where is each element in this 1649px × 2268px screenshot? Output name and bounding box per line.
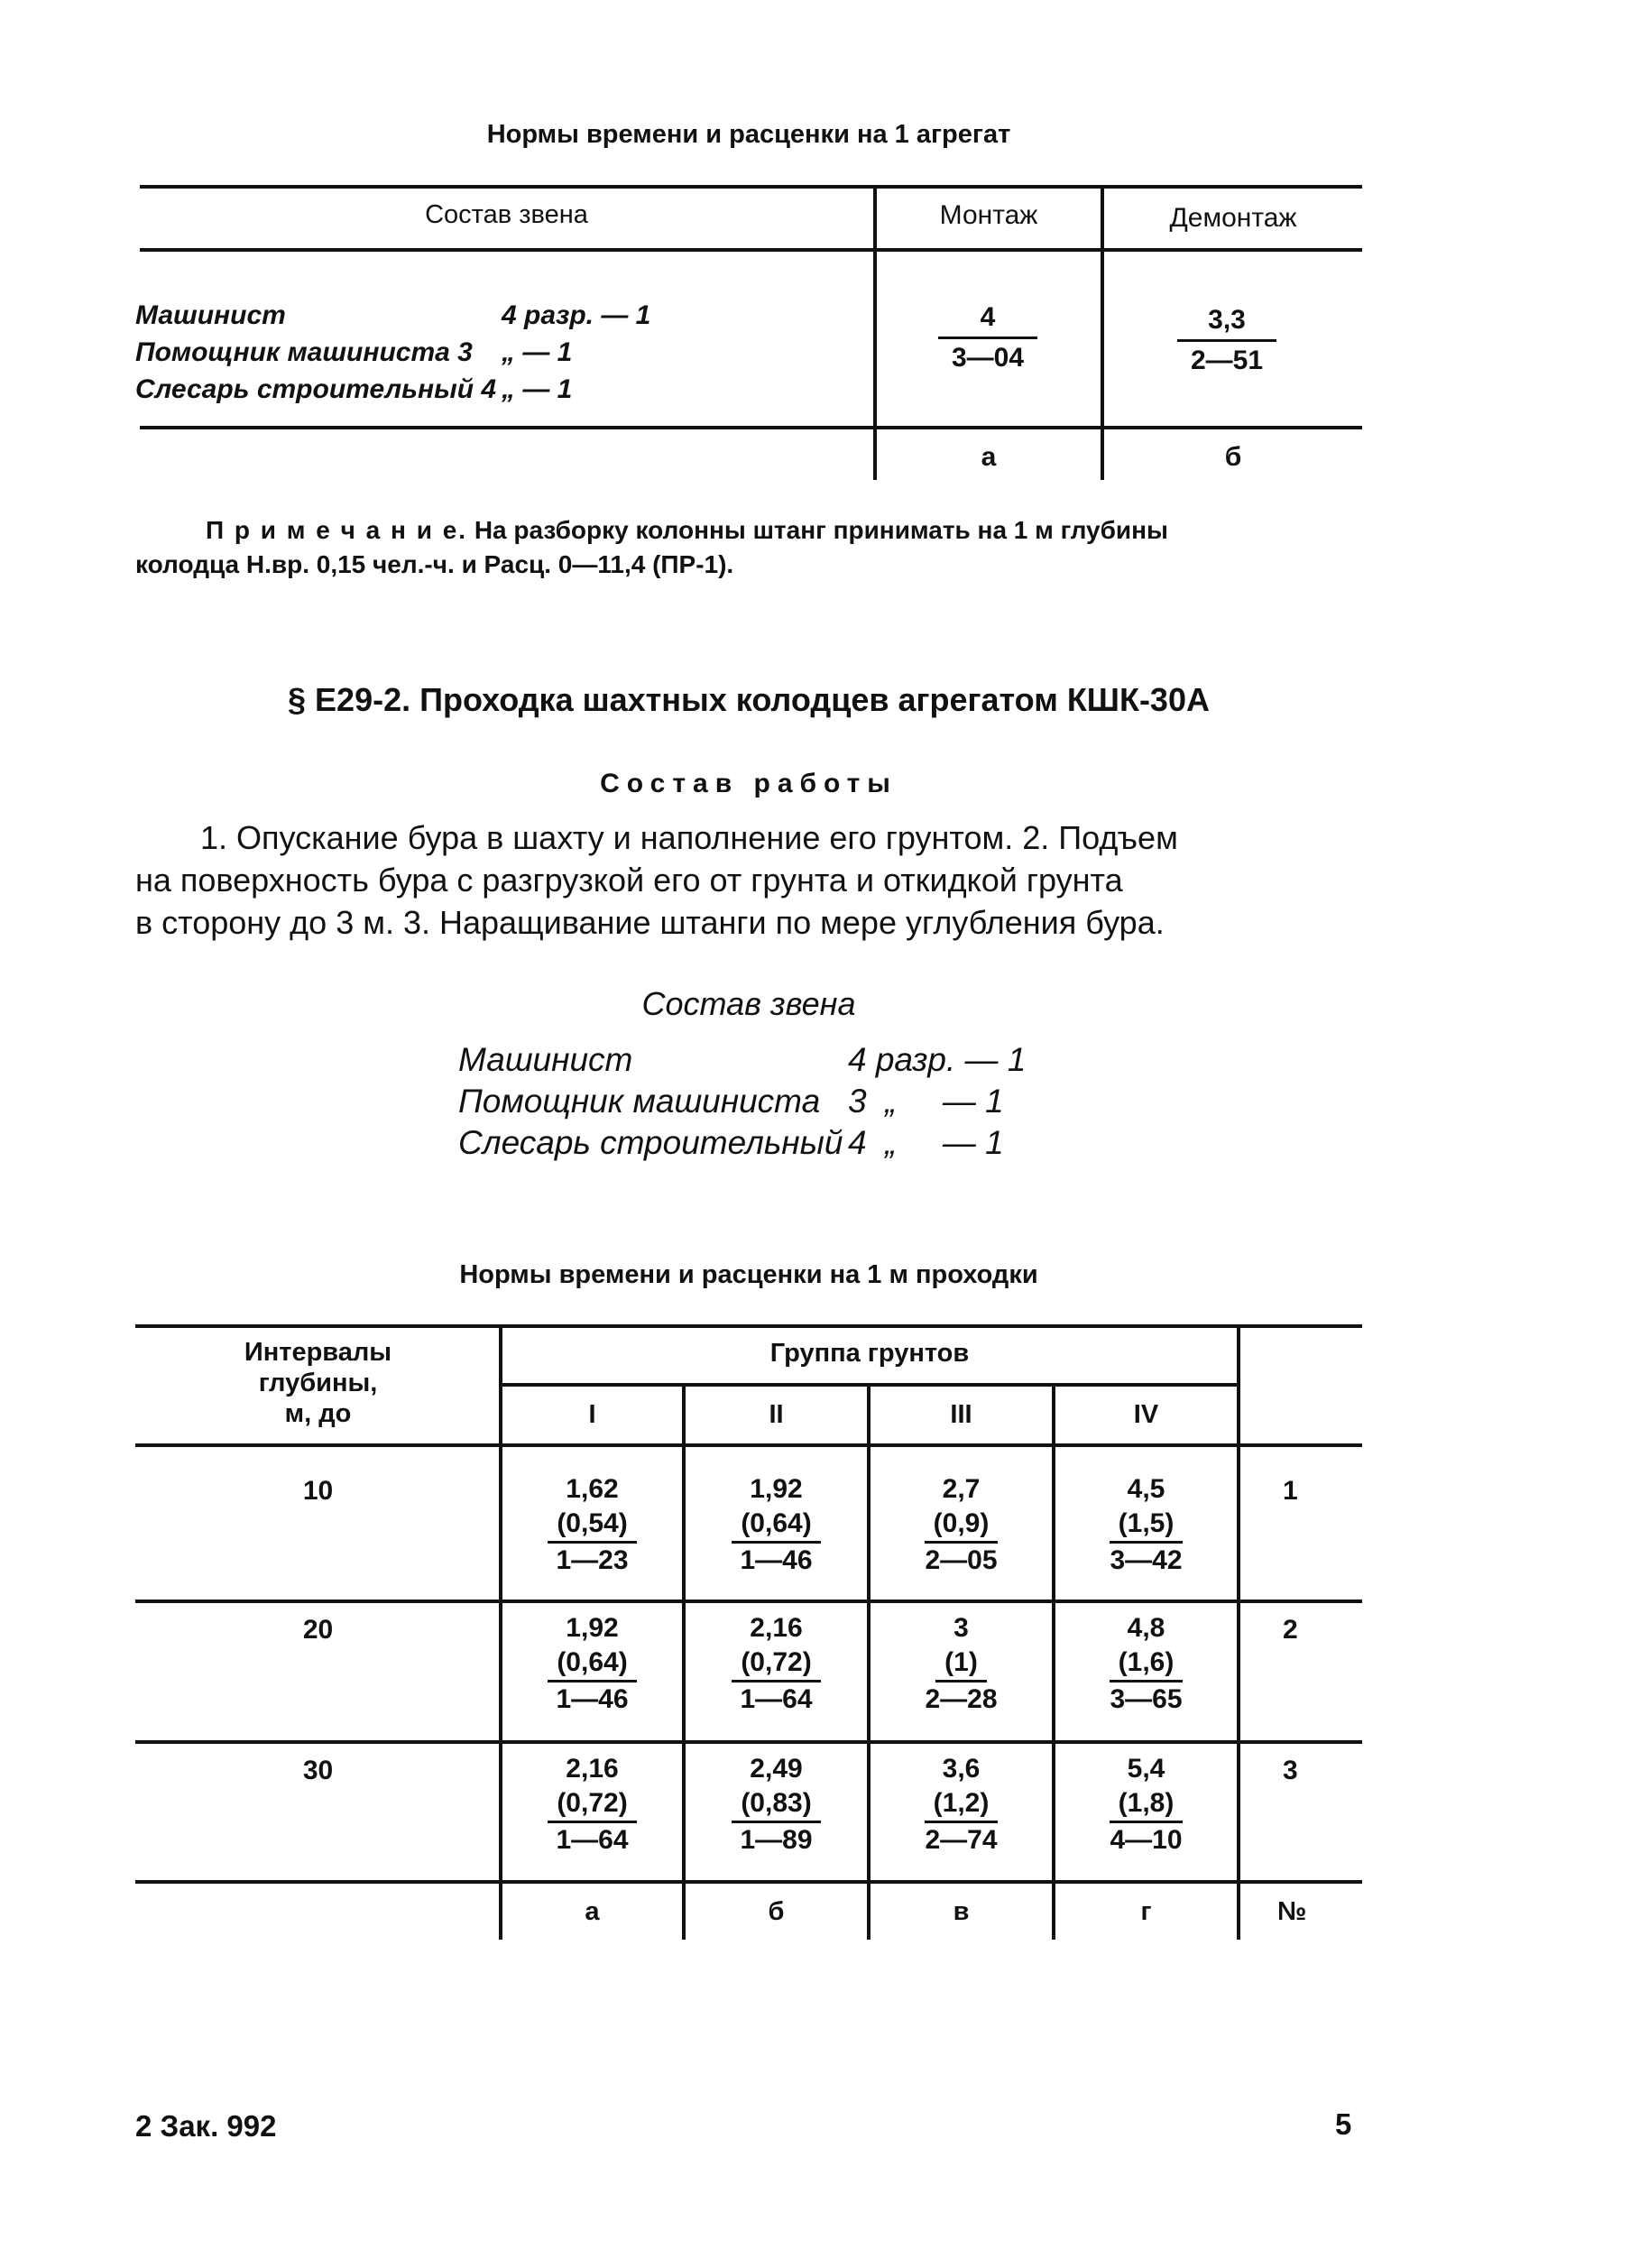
- table2-rate: 2—74: [925, 1825, 998, 1855]
- table2-rate: 4—10: [1110, 1825, 1183, 1855]
- table1-body-rule: [140, 426, 1362, 429]
- table2-cell-3-ii: [686, 1752, 867, 1858]
- crew-heading: Состав звена: [641, 985, 856, 1022]
- table2-machine-time: (1,6): [1110, 1646, 1184, 1683]
- table1-footer-a: а: [981, 442, 997, 472]
- table2-machine-time: (0,54): [548, 1507, 636, 1544]
- table2-col-divider-no: [1237, 1324, 1240, 1940]
- page-number: 5: [1335, 2107, 1352, 2141]
- table2-row-rule-3: [135, 1880, 1362, 1884]
- table2-cell-3-iv: [1055, 1752, 1237, 1858]
- table2-footer-b: б: [768, 1897, 785, 1926]
- table2-footer-g: г: [1140, 1897, 1152, 1926]
- table1-dismount-value: [1177, 303, 1276, 378]
- table2-machine-time: (0,9): [925, 1507, 999, 1544]
- table2-rate: 1—23: [556, 1545, 629, 1575]
- table2-norm: 2,16: [566, 1754, 619, 1784]
- table2-cell-1-iii: [871, 1472, 1052, 1578]
- table2-cell-1-ii: [686, 1472, 867, 1578]
- table2-machine-time: (0,83): [732, 1786, 820, 1823]
- table2-machine-time: (1): [935, 1646, 987, 1683]
- table2-rate: 1—46: [556, 1684, 629, 1714]
- table1-header-dismount: Демонтаж: [1169, 203, 1297, 233]
- crew-name-3: Слесарь строительный: [458, 1124, 843, 1161]
- table2-norm: 4,5: [1127, 1474, 1165, 1504]
- table2-machine-time: (1,8): [1110, 1786, 1184, 1823]
- table2-cell-2-iii: [871, 1611, 1052, 1717]
- table2-group-iii: III: [950, 1400, 972, 1429]
- table2-group-i: I: [588, 1400, 596, 1429]
- table2-norm: 1,92: [750, 1474, 803, 1504]
- table1-crew-grade-1: 4 разр. — 1: [502, 300, 651, 330]
- table2-header-interval-line-2: глубины,: [258, 1369, 378, 1397]
- table1-crew-grade-3: „ — 1: [502, 374, 573, 404]
- note-line-2: колодца Н.вр. 0,15 чел.-ч. и Расц. 0—11,4 (ПР-1).: [135, 550, 734, 578]
- table2-rate: 3—65: [1110, 1684, 1183, 1714]
- table2-norm: 5,4: [1127, 1754, 1165, 1784]
- table2-machine-time: (1,2): [925, 1786, 999, 1823]
- table1-crew-name-2: Помощник машиниста 3: [135, 337, 473, 367]
- table2-cell-3-i: [502, 1752, 682, 1858]
- table1-dismount-norm: 3,3: [1177, 303, 1276, 342]
- table2-row-rule-1: [135, 1600, 1362, 1603]
- table1-header-composition: Состав звена: [425, 200, 588, 229]
- table1-crew-name-1: Машинист: [135, 300, 286, 330]
- table2-norm: 3,6: [942, 1754, 981, 1784]
- table2-machine-time: (0,72): [732, 1646, 820, 1683]
- table2-no-2: 2: [1283, 1615, 1298, 1645]
- table1-title: Нормы времени и расценки на 1 агрегат: [486, 120, 1011, 149]
- table2-norm: 4,8: [1127, 1613, 1165, 1643]
- table2-header-group: Группа грунтов: [769, 1339, 970, 1368]
- table2-row-rule-2: [135, 1740, 1362, 1744]
- table1-mount-rate: 3—04: [951, 343, 1025, 373]
- table2-machine-time: (0,72): [548, 1786, 636, 1823]
- crew-grade-1: 4 разр. — 1: [848, 1041, 1027, 1078]
- table2-group-iv: IV: [1133, 1400, 1159, 1429]
- table2-cell-2-iv: [1055, 1611, 1237, 1717]
- table2-header-interval-line-3: м, до: [284, 1399, 352, 1428]
- table1-mount-value: [938, 300, 1037, 375]
- work-heading: Состав работы: [600, 769, 898, 798]
- work-line-1: 1. Опускание бура в шахту и наполнение его грунтом. 2. Подъем: [200, 819, 1178, 856]
- table2-cell-3-iii: [871, 1752, 1052, 1858]
- table2-depth-1: 10: [302, 1476, 334, 1506]
- table2-rate: 1—64: [556, 1825, 629, 1855]
- table2-header-rule: [135, 1443, 1362, 1447]
- crew-grade-3: 4 „ — 1: [848, 1124, 1004, 1161]
- table2-header-interval: [180, 1337, 456, 1429]
- table2-machine-time: (0,64): [732, 1507, 820, 1544]
- table2-norm: 2,49: [750, 1754, 803, 1784]
- table1-crew-name-3: Слесарь строительный 4: [135, 374, 497, 404]
- table1-header-rule: [140, 248, 1362, 252]
- table2-footer-v: в: [953, 1897, 970, 1926]
- table2-machine-time: (0,64): [548, 1646, 636, 1683]
- note-text-1: На разборку колонны штанг принимать на 1 м глубины: [474, 516, 1168, 544]
- table2-no-1: 1: [1283, 1476, 1298, 1506]
- note-line-1: [206, 516, 1168, 545]
- crew-grade-2: 3 „ — 1: [848, 1083, 1004, 1120]
- table2-cell-1-iv: [1055, 1472, 1237, 1578]
- table2-top-rule: [135, 1324, 1362, 1328]
- table2-cell-2-ii: [686, 1611, 867, 1717]
- table2-cell-1-i: [502, 1472, 682, 1578]
- table2-norm: 1,62: [566, 1474, 619, 1504]
- table2-machine-time: (1,5): [1110, 1507, 1184, 1544]
- table2-title: Нормы времени и расценки на 1 м проходки: [459, 1260, 1038, 1289]
- table2-depth-3: 30: [302, 1756, 334, 1785]
- table2-norm: 3: [953, 1613, 969, 1643]
- table2-norm: 2,7: [942, 1474, 981, 1504]
- table1-dismount-rate: 2—51: [1190, 346, 1264, 375]
- table2-rate: 2—28: [925, 1684, 998, 1714]
- table2-rate: 3—42: [1110, 1545, 1183, 1575]
- table2-depth-2: 20: [302, 1615, 334, 1645]
- crew-name-1: Машинист: [458, 1041, 633, 1078]
- table2-norm: 2,16: [750, 1613, 803, 1643]
- table2-footer-no: №: [1277, 1897, 1307, 1926]
- work-line-2: на поверхность бура с разгрузкой его от грунта и откидкой грунта: [135, 862, 1123, 899]
- table2-rate: 2—05: [925, 1545, 998, 1575]
- table2-group-ii: II: [769, 1400, 784, 1429]
- table2-norm: 1,92: [566, 1613, 619, 1643]
- table2-cell-2-i: [502, 1611, 682, 1717]
- table2-rate: 1—46: [740, 1545, 813, 1575]
- table2-footer-a: а: [585, 1897, 600, 1926]
- table1-crew-grade-2: „ — 1: [502, 337, 573, 367]
- table1-footer-b: б: [1224, 442, 1242, 472]
- table2-no-3: 3: [1283, 1756, 1298, 1785]
- table1-top-rule: [140, 185, 1362, 189]
- section-title: § Е29-2. Проходка шахтных колодцев агрегатом КШК-30А: [288, 681, 1210, 718]
- table2-rate: 1—64: [740, 1684, 813, 1714]
- work-line-3: в сторону до 3 м. 3. Наращивание штанги по мере углубления бура.: [135, 904, 1165, 941]
- page-footer-order: 2 Зак. 992: [135, 2109, 277, 2143]
- table2-rate: 1—89: [740, 1825, 813, 1855]
- table2-header-interval-line-1: Интервалы: [244, 1338, 392, 1367]
- table2-group-rule: [501, 1383, 1240, 1387]
- note-label: П р и м е ч а н и е.: [206, 516, 468, 544]
- table1-header-mount: Монтаж: [939, 200, 1038, 230]
- crew-name-2: Помощник машиниста: [458, 1083, 821, 1120]
- table1-mount-norm: 4: [938, 300, 1037, 339]
